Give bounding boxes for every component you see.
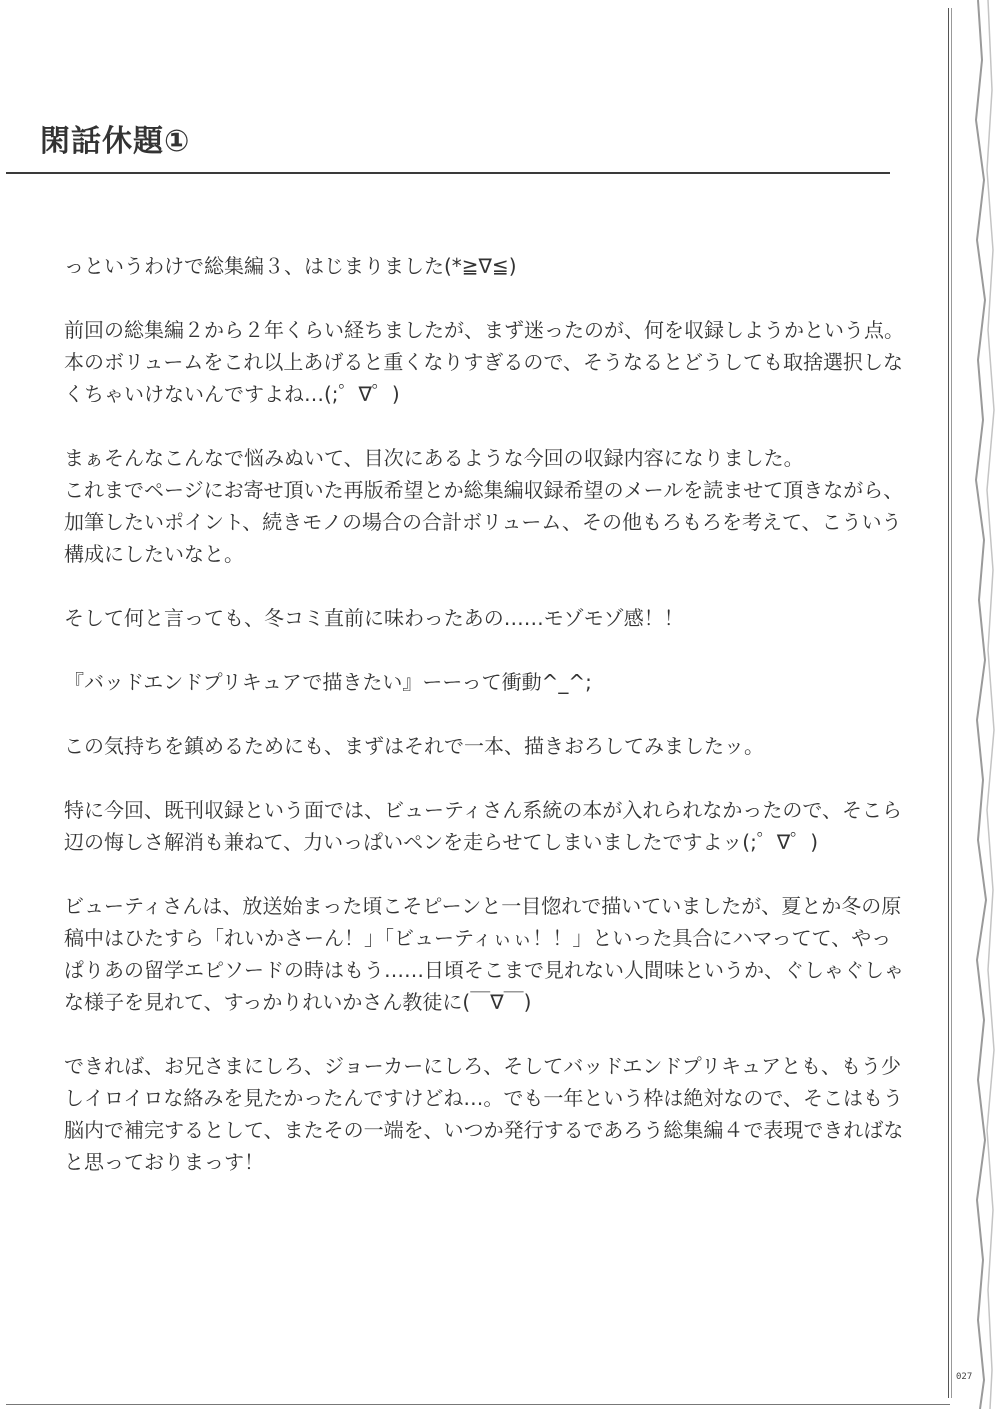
paragraph-5 [64,666,884,698]
title-divider [6,172,890,174]
torn-paper-edge [960,0,1000,1409]
paragraph-9 [64,1050,904,1178]
text-line: 加筆したいポイント、続きモノの場合の合計ボリューム、その他もろもろを考えて、こういう [64,510,902,534]
text-line: 本のボリュームをこれ以上あげると重くなりすぎるので、そうなるとどうしても取捨選択しな [64,350,903,374]
text-line: 構成にしたいなと。 [64,542,244,566]
paragraph-7 [64,794,902,858]
paragraph-8 [64,890,904,1018]
text-line: 特に今回、既刊収録という面では、ビューティさん系統の本が入れられなかったので、そこら [64,798,902,822]
paragraph-4 [64,602,884,634]
text-line: 『バッドエンドプリキュアで描きたい』ーーって衝動^_^; [64,670,592,694]
text-line: しイロイロな絡みを見たかったんですけどね…。でも一年という枠は絶対なので、そこはもう [64,1086,903,1110]
page-frame-line-inner [951,8,952,1398]
text-line: 脳内で補完するとして、またその一端を、いつか発行するであろう総集編４で表現できればな [64,1118,904,1142]
text-line: そして何と言っても、冬コミ直前に味わったあの……モゾモゾ感！！ [64,606,684,630]
text-line: できれば、お兄さまにしろ、ジョーカーにしろ、そしてバッドエンドプリキュアとも、もう少 [64,1054,901,1078]
page-title: 閑話休題① [40,124,191,159]
text-line: くちゃいけないんですよね…(;゜∇゜) [64,382,400,406]
text-line: まぁそんなこんなで悩みぬいて、目次にあるような今回の収録内容になりました。 [64,446,804,470]
paragraph-6 [64,730,884,762]
text-line: 稿中はひたすら「れいかさーん！」「ビューティぃぃ！！」といった具合にハマってて、やっ [64,926,892,950]
bottom-rule [6,1404,950,1405]
text-line: これまでページにお寄せ頂いた再版希望とか総集編収録希望のメールを読ませて頂きながら、 [64,478,904,502]
page-frame-line [948,8,949,1398]
text-line: ビューティさんは、放送始まった頃こそピーンと一目惚れで描いていましたが、夏とか冬の原 [64,894,902,918]
page-number: 027 [956,1372,973,1382]
text-line: 辺の悔しさ解消も兼ねて、力いっぱいペンを走らせてしまいましたですよッ(;゜∇゜) [64,830,819,854]
text-line: この気持ちを鎮めるためにも、まずはそれで一本、描きおろしてみましたッ。 [64,734,764,758]
paragraph-1 [64,250,884,282]
text-line: っというわけで総集編３、はじまりました(*≧∇≦) [64,254,517,278]
text-line: 前回の総集編２から２年くらい経ちましたが、まず迷ったのが、何を収録しようかという点。 [64,318,904,342]
paragraph-2 [64,314,904,410]
paragraph-3 [64,442,904,570]
text-line: ぱりあの留学エピソードの時はもう……日頃そこまで見れない人間味というか、ぐしゃぐしゃ [64,958,904,982]
text-line: な様子を見れて、すっかりれいかさん教徒に(￣∇￣) [64,990,532,1014]
text-line: と思っておりまっす！ [64,1150,264,1174]
body-text [64,250,904,1210]
